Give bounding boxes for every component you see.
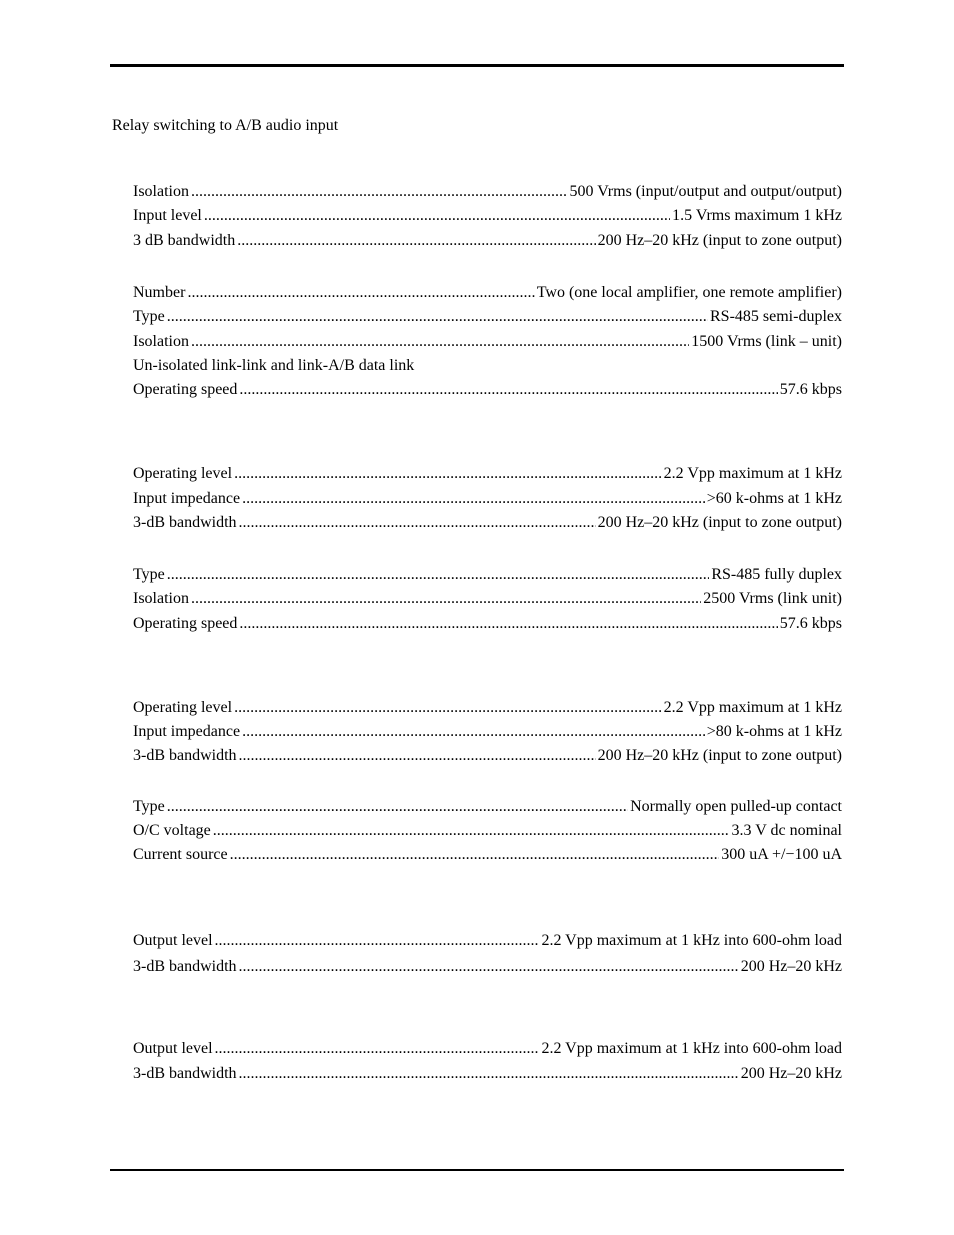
dot-leader [239,1064,739,1084]
spec-value: RS-485 semi-duplex [710,308,842,325]
dot-leader [191,332,689,352]
dot-leader [215,1039,540,1059]
spec-value: >80 k-ohms at 1 kHz [706,723,842,740]
bottom-rule [110,1169,844,1171]
note-text: Un-isolated link-link and link-A/B data link [133,357,415,374]
dot-leader [242,489,705,509]
dot-leader [187,283,534,303]
spec-row [133,332,842,352]
spec-row [133,231,842,251]
spec-row [133,283,842,303]
spec-value: 1500 Vrms (link – unit) [691,333,842,350]
spec-label: Operating level [133,699,233,716]
dot-leader [191,182,567,202]
spec-row [133,614,842,634]
dot-leader [239,513,596,533]
spec-row [133,489,842,509]
spec-row [133,931,842,951]
dot-leader [230,845,720,865]
spec-value: 3.3 V dc nominal [731,822,842,839]
spec-label: Operating speed [133,381,238,398]
spec-value: 57.6 kbps [779,381,842,398]
dot-leader [215,931,540,951]
dot-leader [239,614,777,634]
spec-row [133,1064,842,1084]
spec-value: 300 uA +/−100 uA [721,846,842,863]
spec-value: 2.2 Vpp maximum at 1 kHz into 600-ohm load [541,932,842,949]
spec-label: Operating level [133,465,233,482]
spec-label: 3-dB bandwidth [133,514,237,531]
dot-leader [167,307,708,327]
spec-value: 200 Hz–20 kHz [740,1065,842,1082]
spec-row [133,845,842,865]
spec-label: 3-dB bandwidth [133,1065,237,1082]
spec-value: Two (one local amplifier, one remote amplifier) [536,284,842,301]
spec-row [133,565,842,585]
spec-label: Type [133,798,165,815]
dot-leader [239,957,739,977]
spec-value: 200 Hz–20 kHz (input to zone output) [597,514,842,531]
spec-row [133,1039,842,1059]
spec-row [133,380,842,400]
spec-value: 500 Vrms (input/output and output/output) [569,183,842,200]
dot-leader [234,698,662,718]
spec-value: Normally open pulled-up contact [630,798,842,815]
spec-label: O/C voltage [133,822,211,839]
dot-leader [204,206,670,226]
spec-row [133,182,842,202]
spec-value: 2.2 Vpp maximum at 1 kHz [663,699,842,716]
spec-label: Isolation [133,183,189,200]
spec-value: 200 Hz–20 kHz [740,958,842,975]
spec-label: Type [133,308,165,325]
spec-row [133,746,842,766]
spec-label: 3-dB bandwidth [133,958,237,975]
spec-value: 2500 Vrms (link unit) [703,590,842,607]
spec-value: 200 Hz–20 kHz (input to zone output) [597,232,842,249]
spec-value: >60 k-ohms at 1 kHz [706,490,842,507]
spec-value: 200 Hz–20 kHz (input to zone output) [597,747,842,764]
spec-row [133,957,842,977]
spec-row [133,722,842,742]
dot-leader [239,746,596,766]
spec-value: 1.5 Vrms maximum 1 kHz [672,207,842,224]
spec-value: RS-485 fully duplex [711,566,842,583]
top-rule [110,64,844,67]
spec-label: Output level [133,932,213,949]
dot-leader [213,821,730,841]
spec-label: 3-dB bandwidth [133,747,237,764]
spec-label: Isolation [133,333,189,350]
spec-row [133,206,842,226]
spec-row [133,464,842,484]
dot-leader [167,565,710,585]
spec-label: Number [133,284,186,301]
dot-leader [242,722,705,742]
spec-row [133,513,842,533]
spec-row [133,821,842,841]
spec-label: Input impedance [133,723,241,740]
spec-value: 2.2 Vpp maximum at 1 kHz [663,465,842,482]
spec-label: Operating speed [133,615,238,632]
spec-row [133,698,842,718]
spec-label: Input impedance [133,490,241,507]
section-heading: Relay switching to A/B audio input [112,117,339,134]
spec-label: Isolation [133,590,189,607]
dot-leader [234,464,662,484]
dot-leader [237,231,595,251]
dot-leader [167,797,628,817]
spec-label: Type [133,566,165,583]
spec-row [133,797,842,817]
dot-leader [239,380,777,400]
spec-label: Input level [133,207,202,224]
spec-label: Output level [133,1040,213,1057]
spec-value: 2.2 Vpp maximum at 1 kHz into 600-ohm load [541,1040,842,1057]
spec-label: Current source [133,846,228,863]
spec-value: 57.6 kbps [779,615,842,632]
spec-row [133,589,842,609]
spec-label: 3 dB bandwidth [133,232,236,249]
spec-row [133,307,842,327]
dot-leader [191,589,701,609]
